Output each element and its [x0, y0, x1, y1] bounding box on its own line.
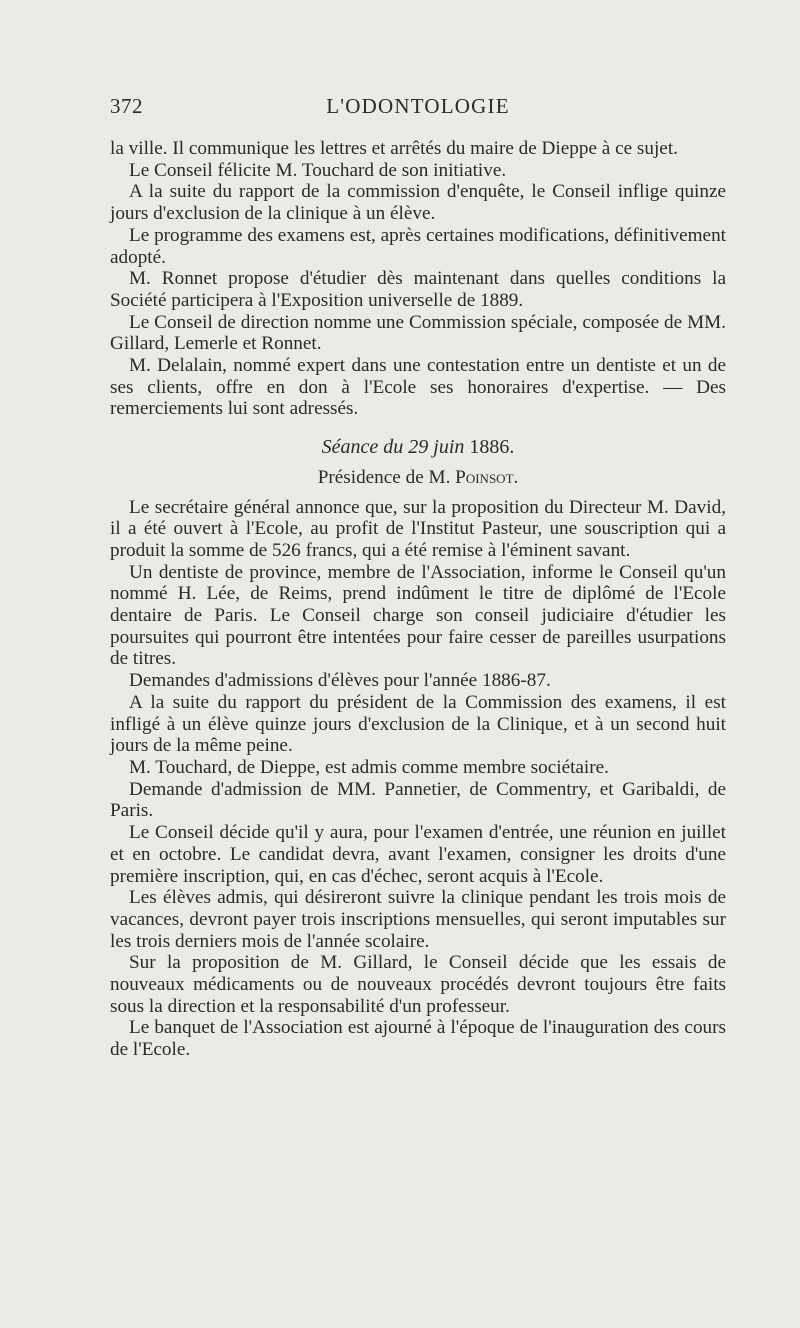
paragraph: Le Conseil décide qu'il y aura, pour l'examen d'entrée, une réunion en juillet et en octobre. Le candidat devra, avant l'examen, consigner les droits d'une première inscription, qui, en cas d'échec, seront acquis à l'Ecole. [110, 822, 726, 887]
paragraph: Les élèves admis, qui désireront suivre la clinique pendant les trois mois de vacances, devront payer trois inscriptions mensuelles, qui seront imputables sur les trois derniers mois de l'année scolaire. [110, 887, 726, 952]
paragraph: A la suite du rapport de la commission d'enquête, le Conseil inflige quinze jours d'exclusion de la clinique à un élève. [110, 181, 726, 225]
paragraph: Le programme des examens est, après certaines modifications, définitivement adopté. [110, 224, 726, 268]
running-title: L'ODONTOLOGIE [326, 94, 510, 118]
session-heading-year: 1886. [469, 436, 515, 459]
page-header [110, 94, 726, 124]
paragraph: Le Conseil félicite M. Touchard de son initiative. [129, 159, 507, 181]
page-number: 372 [110, 94, 143, 118]
paragraph: Demande d'admission de MM. Pannetier, de Commentry, et Garibaldi, de Paris. [110, 778, 726, 822]
paragraph: Le secrétaire général annonce que, sur la proposition du Directeur M. David, il a été ouvert à l'Ecole, au profit de l'Institut Pasteur, une souscription qui a produit la somme de 526 francs, qui a été remise à l'éminent savant. [110, 496, 726, 561]
president-name: Poinsot. [455, 466, 519, 488]
paragraph: M. Touchard, de Dieppe, est admis comme membre sociétaire. [129, 756, 609, 778]
paragraph: A la suite du rapport du président de la Commission des examens, il est infligé à un élève quinze jours d'exclusion de la Clinique, et à un second huit jours de la même peine. [110, 691, 726, 757]
session-heading-date: Séance du 29 juin [321, 436, 465, 459]
paragraph: Demandes d'admissions d'élèves pour l'année 1886-87. [129, 670, 551, 692]
page-body [110, 138, 726, 1061]
presidency-prefix: Présidence de M. [317, 466, 451, 488]
paragraph: M. Delalain, nommé expert dans une contestation entre un dentiste et un de ses clients, offre en don à l'Ecole ses honoraires d'expertise. — Des remerciements lui sont adressés. [110, 355, 726, 420]
presidency-line [110, 467, 726, 489]
session-heading [110, 437, 726, 459]
paragraph: M. Ronnet propose d'étudier dès maintenant dans quelles conditions la Société participera à l'Exposition universelle de 1889. [110, 268, 726, 311]
paragraph: Un dentiste de province, membre de l'Association, informe le Conseil qu'un nommé H. Lée, de Reims, prend indûment le titre de diplômé de l'Ecole dentaire de Paris. Le Conseil charge son conseil judiciaire d'étudier les poursuites qui pourront être intentées pour faire cesser de pareilles usurpations de titres. [110, 561, 726, 670]
paragraph: Sur la proposition de M. Gillard, le Conseil décide que les essais de nouveaux médicaments ou de nouveaux procédés devront toujours être faits sous la direction et la responsabilité d'un professeur. [110, 952, 726, 1017]
paragraph: Le banquet de l'Association est ajourné à l'époque de l'inauguration des cours de l'Ecole. [110, 1017, 726, 1061]
paragraph: Le Conseil de direction nomme une Commission spéciale, composée de MM. Gillard, Lemerle et Ronnet. [110, 311, 726, 355]
paragraph: la ville. Il communique les lettres et arrêtés du maire de Dieppe à ce sujet. [110, 138, 678, 159]
